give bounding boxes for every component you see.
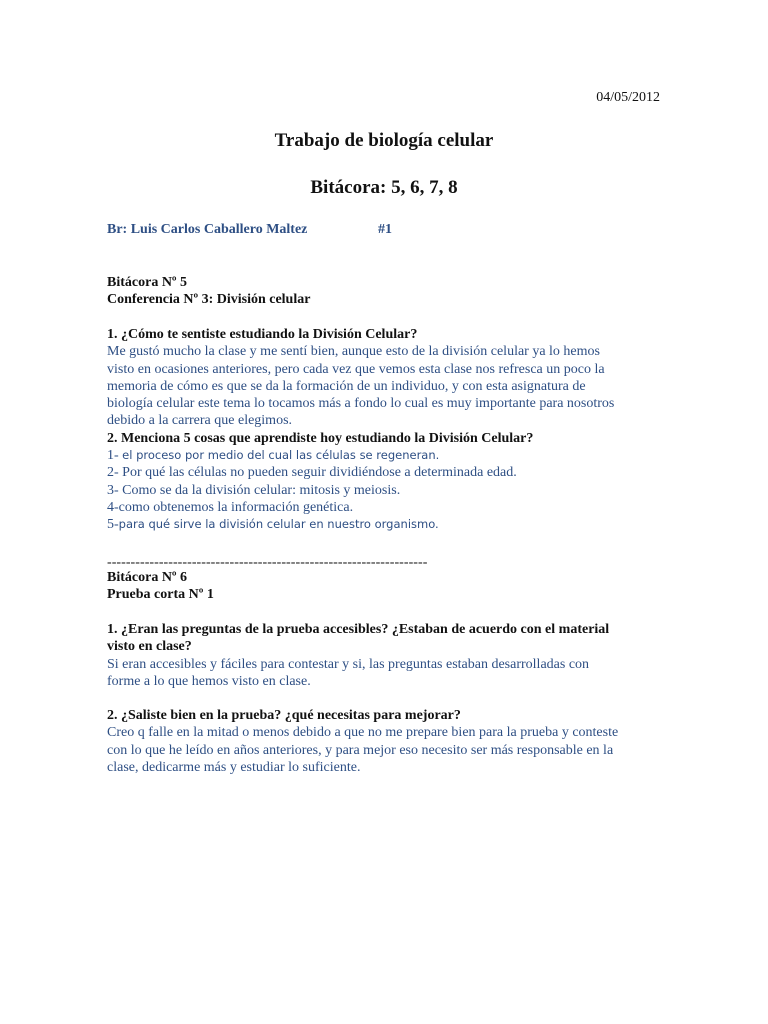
answer-line: Si eran accesibles y fáciles para contestar y si, las preguntas estaban desarrolladas con — [107, 656, 590, 672]
question-text: 2. Menciona 5 cosas que aprendiste hoy estudiando la División Celular? — [107, 430, 534, 446]
bitacora-6-question-2 — [107, 707, 667, 776]
list-item: 2- Por qué las células no pueden seguir dividiéndose a determinada edad. — [107, 465, 517, 481]
list-item: 4-como obtenemos la información genética. — [107, 499, 354, 515]
answer-line: con lo que he leído en años anteriores, y para mejor eso necesito ser más responsable en la — [107, 742, 614, 758]
question-text: 1. ¿Cómo te sentiste estudiando la División Celular? — [107, 327, 418, 342]
list-item — [107, 516, 667, 533]
answer-line: memoria de cómo es que se da la formación de un individuo, y con esta asignatura de — [107, 378, 586, 394]
bitacora-6-subheading: Prueba corta Nº 1 — [107, 587, 214, 603]
author-line — [107, 222, 392, 238]
document-date: 04/05/2012 — [596, 90, 660, 105]
list-item: 3- Como se da la división celular: mitosis y meiosis. — [107, 482, 401, 498]
answer-line: biología celular este tema lo tocamos más a fondo lo cual es muy importante para nosotros — [107, 396, 615, 412]
bitacora-6-heading: Bitácora Nº 6 — [107, 570, 188, 585]
bitacora-5-question-1 — [107, 326, 667, 534]
author-number: #1 — [378, 222, 392, 237]
bitacora-5-heading: Bitácora Nº 5 — [107, 275, 188, 290]
list-item — [107, 447, 667, 464]
question-text: 1. ¿Eran las preguntas de la prueba accesibles? ¿Estaban de acuerdo con el material — [107, 622, 610, 637]
author-name: Br: Luis Carlos Caballero Maltez — [107, 222, 308, 237]
section-divider: -------------------------------------------------------------------- — [107, 555, 428, 570]
list-item-prefix: 5- — [107, 517, 119, 533]
answer-line: debido a la carrera que elegimos. — [107, 413, 293, 429]
bitacora-5-section — [107, 274, 667, 309]
answer-line: visto en ocasiones anteriores, pero cada vez que vemos esta clase nos refresca un poco la — [107, 361, 605, 377]
question-text: visto en clase? — [107, 639, 192, 655]
answer-line: Creo q falle en la mitad o menos debido a que no me prepare bien para la prueba y conteste — [107, 725, 619, 741]
bitacora-6-section — [107, 569, 667, 604]
bitacora-6-question-1 — [107, 621, 667, 690]
document-title: Trabajo de biología celular — [274, 130, 494, 151]
list-item-prefix: 1- — [107, 448, 123, 464]
answer-line: forme a lo que hemos visto en clase. — [107, 673, 311, 689]
answer-line: Me gustó mucho la clase y me sentí bien, aunque esto de la división celular ya lo hemos — [107, 344, 600, 360]
document-subtitle: Bitácora: 5, 6, 7, 8 — [310, 177, 458, 198]
answer-line: clase, dedicarme más y estudiar lo suficiente. — [107, 759, 361, 775]
list-item-text: el proceso por medio del cual las células se regeneran. — [122, 448, 440, 463]
bitacora-5-subheading: Conferencia Nº 3: División celular — [107, 292, 311, 308]
question-text: 2. ¿Saliste bien en la prueba? ¿qué necesitas para mejorar? — [107, 708, 461, 723]
list-item-text: para qué sirve la división celular en nuestro organismo. — [118, 517, 439, 532]
